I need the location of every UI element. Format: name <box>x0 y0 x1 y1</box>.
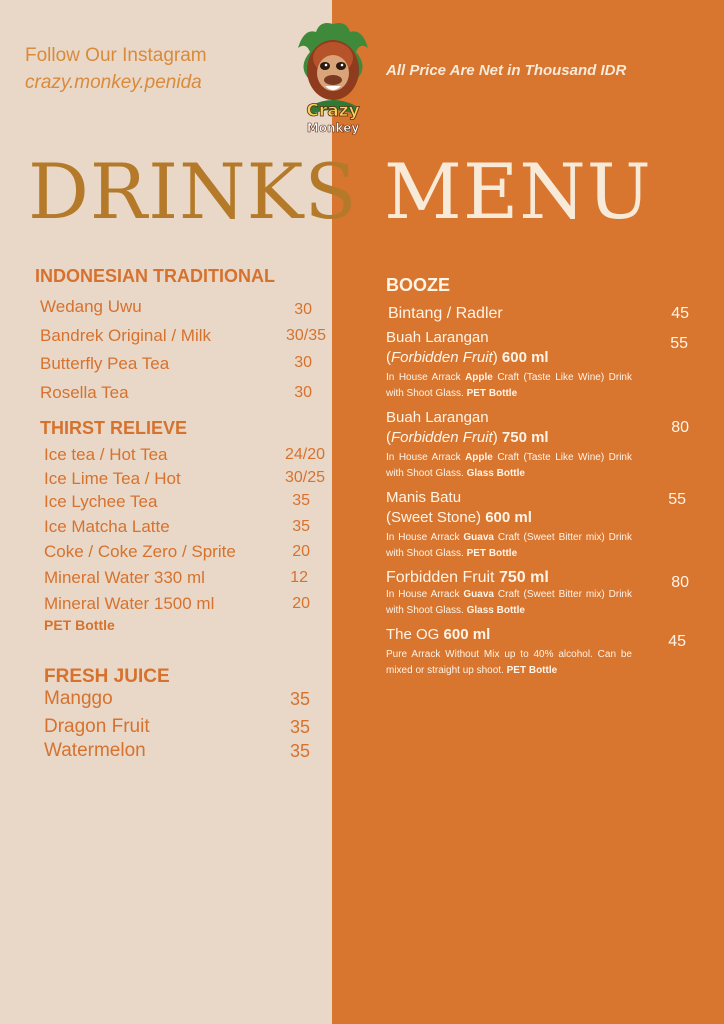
booze-item-price: 80 <box>671 574 689 591</box>
booze-item-price: 55 <box>670 335 688 352</box>
booze-item-description: Pure Arrack Without Mix up to 40% alcohol. Can be mixed or straight up shoot. PET Bottle <box>386 649 632 676</box>
item-price: 30 <box>294 354 312 371</box>
item-name: Rosella Tea <box>40 383 129 402</box>
item-name: Watermelon <box>44 740 146 761</box>
price-note: All Price Are Net in Thousand IDR <box>386 62 627 79</box>
booze-item-name: Manis Batu <box>386 489 462 506</box>
item-price: 12 <box>290 569 308 586</box>
booze-item-name: Forbidden Fruit 750 ml <box>386 569 549 586</box>
item-price: 20 <box>292 595 310 612</box>
item-price: 35 <box>289 741 310 761</box>
booze-item-subtitle: (Sweet Stone) 600 ml <box>386 509 532 526</box>
title-menu: MENU <box>384 147 652 236</box>
section-title-indonesian: INDONESIAN TRADITIONAL <box>35 266 275 286</box>
section-title-thirst: THIRST RELIEVE <box>40 418 188 438</box>
item-price: 30 <box>294 384 312 401</box>
item-name: Mineral Water 1500 ml <box>44 594 215 613</box>
item-name: Butterfly Pea Tea <box>40 354 170 373</box>
item-name: Ice Lychee Tea <box>44 492 158 511</box>
booze-item-price: 80 <box>671 419 689 436</box>
section-title-booze: BOOZE <box>386 275 451 295</box>
booze-item-name: The OG 600 ml <box>386 626 491 643</box>
booze-item-subtitle: (Forbidden Fruit) 750 ml <box>386 429 549 446</box>
booze-item-description: In House Arrack Guava Craft (Sweet Bitter mix) Drink with Shoot Glass. Glass Bottle <box>386 589 632 616</box>
item-name: Ice tea / Hot Tea <box>44 445 168 464</box>
booze-item-price: 45 <box>668 633 686 650</box>
instagram-handle[interactable]: crazy.monkey.penida <box>25 72 202 93</box>
item-price: 35 <box>292 518 310 535</box>
instagram-title: Follow Our Instagram <box>25 45 207 66</box>
logo-monkey-text: Monkey <box>306 121 360 135</box>
booze-item-description: In House Arrack Apple Craft (Taste Like Wine) Drink with Shoot Glass. Glass Bottle <box>386 452 632 479</box>
item-name: Dragon Fruit <box>44 716 150 737</box>
item-price: 35 <box>289 689 310 709</box>
item-price: 30 <box>294 301 312 318</box>
booze-item-price: 45 <box>671 305 689 322</box>
booze-item-name: Buah Larangan <box>386 409 489 426</box>
booze-item-price: 55 <box>668 491 686 508</box>
item-name: Bandrek Original / Milk <box>40 326 212 345</box>
item-name: Ice Lime Tea / Hot <box>44 469 181 488</box>
item-price: 20 <box>292 543 310 560</box>
booze-item-name: Buah Larangan <box>386 329 489 346</box>
item-name: Manggo <box>44 688 113 709</box>
item-name: Ice Matcha Latte <box>44 517 170 536</box>
pet-bottle-note: PET Bottle <box>44 617 115 633</box>
item-price: 35 <box>292 492 310 509</box>
item-price: 30/35 <box>285 327 326 344</box>
item-price: 24/20 <box>284 446 325 463</box>
booze-item-description: In House Arrack Apple Craft (Taste Like Wine) Drink with Shoot Glass. PET Bottle <box>386 372 632 399</box>
booze-item-name: Bintang / Radler <box>388 305 503 322</box>
item-name: Mineral Water 330 ml <box>44 568 205 587</box>
item-name: Coke / Coke Zero / Sprite <box>44 542 236 561</box>
item-name: Wedang Uwu <box>40 297 142 316</box>
title-drinks: DRINKS <box>28 147 358 236</box>
booze-item-subtitle: (Forbidden Fruit) 600 ml <box>386 349 549 366</box>
crazy-monkey-logo <box>294 18 372 136</box>
item-price: 30/25 <box>284 469 325 486</box>
item-price: 35 <box>289 717 310 737</box>
section-title-juice: FRESH JUICE <box>44 666 170 687</box>
booze-item-description: In House Arrack Guava Craft (Sweet Bitter mix) Drink with Shoot Glass. PET Bottle <box>386 532 632 559</box>
logo-crazy-text: Crazy <box>306 101 360 121</box>
